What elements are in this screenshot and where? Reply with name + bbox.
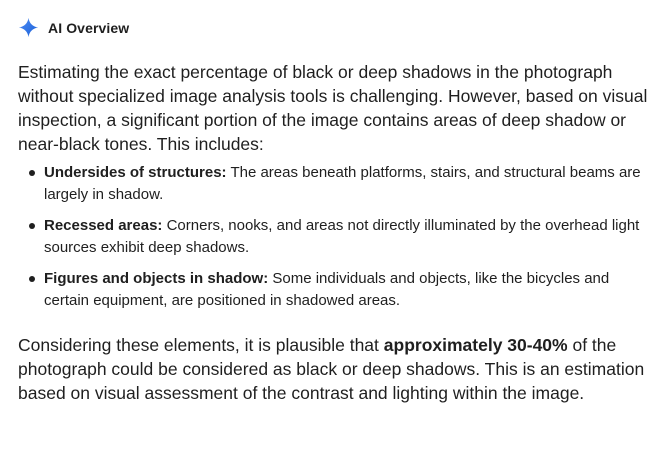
header-title: AI Overview [48,19,130,36]
ai-overview-header [18,17,129,38]
intro-paragraph: Estimating the exact percentage of black or deep shadows in the photograph without specialized image analysis tools is challenging. However, based on visual inspection, a significant portion of the image contains areas of deep shadow or near-black tones. This includes: [18,62,648,154]
list-item [18,268,654,312]
conclusion-text-before: Considering these elements, it is plausible that [18,335,384,355]
list-item [18,215,654,259]
bullet-dot [29,170,35,176]
sparkle-icon [18,17,39,38]
bullet-dot [29,276,35,282]
bullet-term: Figures and objects in shadow: [44,270,269,287]
list-item [18,162,654,206]
bullet-list [18,162,654,321]
bullet-dot [29,223,35,229]
conclusion-highlight: approximately 30-40% [383,335,568,355]
bullet-text: The areas beneath platforms, stairs, and structural beams are largely in shadow. [44,164,641,203]
bullet-term: Recessed areas: [44,217,163,234]
conclusion-paragraph [18,333,648,405]
bullet-text: Corners, nooks, and areas not directly illuminated by the overhead light sources exhibit deep shadows. [44,217,640,256]
bullet-text: Some individuals and objects, like the bicycles and certain equipment, are positioned in shadowed areas. [44,270,610,309]
bullet-term: Undersides of structures: [44,164,227,181]
conclusion-text-after: of the photograph could be considered as black or deep shadows. This is an estimation based on visual assessment of the contrast and lighting within the image. [18,335,645,403]
